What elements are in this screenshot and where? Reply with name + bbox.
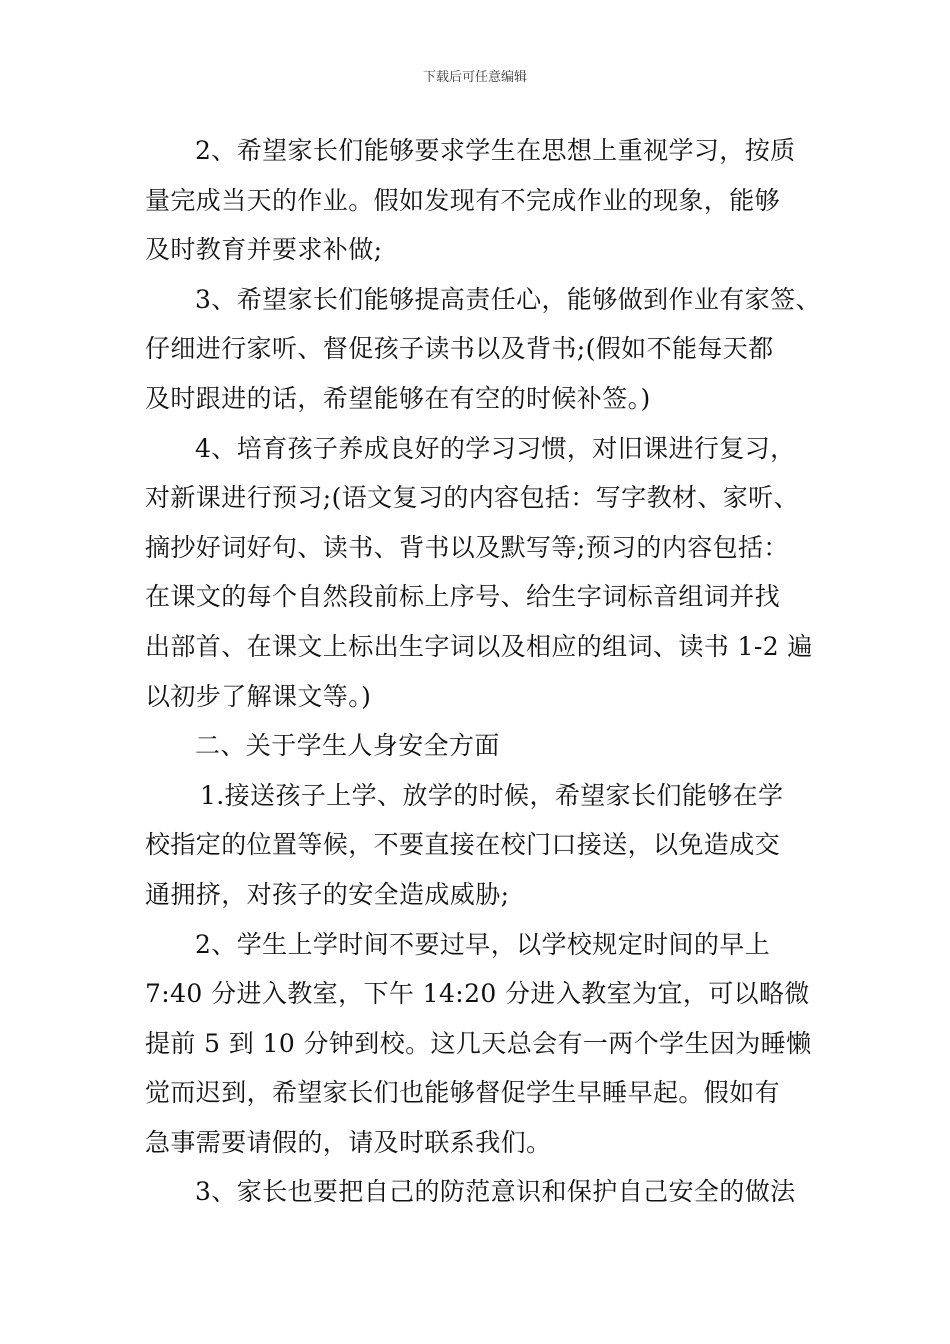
section-heading: 二、关于学生人身安全方面 xyxy=(195,731,500,761)
paragraph-line: 提前 5 到 10 分钟到校。这几天总会有一两个学生因为睡懒 xyxy=(145,1028,812,1058)
paragraph-line: 2、学生上学时间不要过早，以学校规定时间的早上 xyxy=(195,929,771,959)
paragraph-line: 对新课进行预习;(语文复习的内容包括：写字教材、家听、 xyxy=(145,483,799,513)
paragraph-line: 4、培育孩子养成良好的学习习惯，对旧课进行复习， xyxy=(195,433,796,463)
paragraph-line: 以初步了解课文等。) xyxy=(145,681,372,711)
paragraph-line: 通拥挤，对孩子的安全造成威胁; xyxy=(145,879,510,909)
paragraph-line: 校指定的位置等候，不要直接在校门口接送，以免造成交 xyxy=(145,830,781,860)
paragraph-line: 在课文的每个自然段前标上序号、给生字词标音组词并找 xyxy=(145,582,781,612)
paragraph-line: 量完成当天的作业。假如发现有不完成作业的现象，能够 xyxy=(145,185,781,215)
paragraph-line: 摘抄好词好句、读书、背书以及默写等;预习的内容包括： xyxy=(145,532,789,562)
paragraph-line: 仔细进行家听、督促孩子读书以及背书;(假如不能每天都 xyxy=(145,334,774,364)
paragraph-line: 及时教育并要求补做; xyxy=(145,235,383,265)
paragraph-line: 1.接送孩子上学、放学的时候，希望家长们能够在学 xyxy=(200,780,784,810)
paragraph-line: 3、家长也要把自己的防范意识和保护自己安全的做法 xyxy=(195,1177,796,1207)
paragraph-line: 急事需要请假的，请及时联系我们。 xyxy=(145,1127,552,1157)
page-header: 下载后可任意编辑 xyxy=(422,70,527,85)
document-body xyxy=(145,126,835,1217)
paragraph-line: 7:40 分进入教室，下午 14:20 分进入教室为宜，可以略微 xyxy=(145,979,810,1009)
paragraph-line: 2、希望家长们能够要求学生在思想上重视学习，按质 xyxy=(195,136,796,165)
paragraph-line: 3、希望家长们能够提高责任心，能够做到作业有家签、 xyxy=(195,284,821,314)
paragraph-line: 觉而迟到，希望家长们也能够督促学生早睡早起。假如有 xyxy=(145,1078,781,1108)
paragraph-line: 出部首、在课文上标出生字词以及相应的组词、读书 1-2 遍 xyxy=(145,631,813,661)
paragraph-line: 及时跟进的话，希望能够在有空的时候补签。) xyxy=(145,383,651,413)
